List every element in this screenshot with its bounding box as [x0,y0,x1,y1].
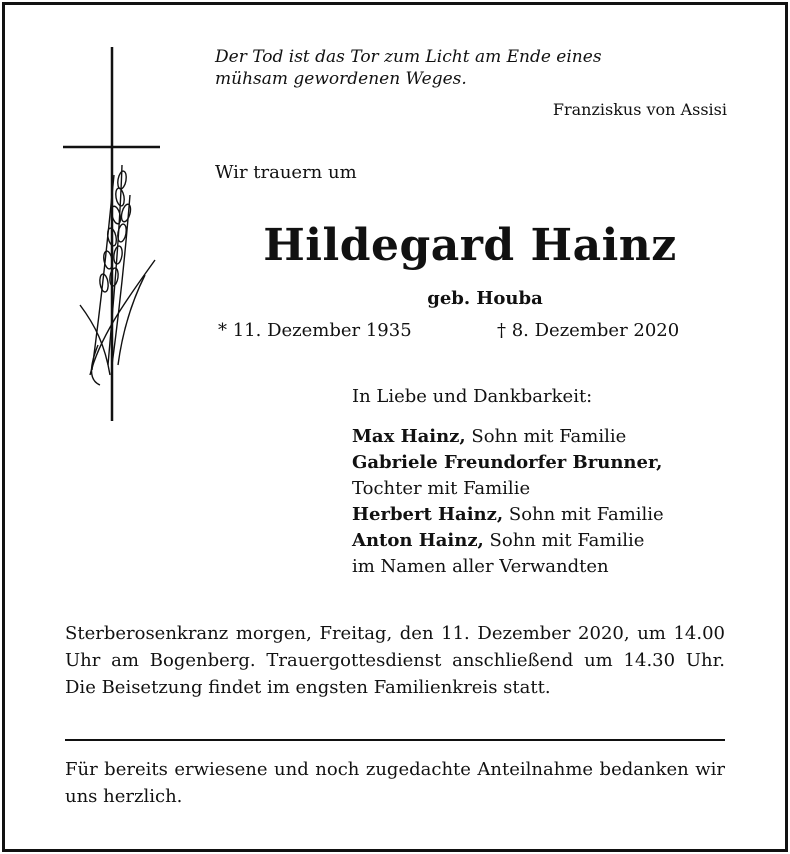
divider [65,739,725,741]
mourner-name: Herbert Hainz, [352,504,504,525]
mourner-line [352,502,664,528]
mourner-line [352,476,664,502]
mourners-list [352,424,664,580]
mourner-relation: Sohn mit Familie [503,504,664,525]
maiden-name: geb. Houba [427,288,543,309]
mourner-name: Gabriele Freundorfer Brunner, [352,452,663,473]
cross-with-wheat-icon [60,45,170,425]
quote-line-1: Der Tod ist das Tor zum Licht am Ende eines [215,47,602,67]
quote-author: Franziskus von Assisi [552,100,727,119]
rosary-announcement: Sterberosenkranz morgen, Freitag, den 11. Dezember 2020, um 14.00 Uhr am Bogenberg. Trauergottesdienst anschließend um 14.30 Uhr. Die Beisetzung findet im engsten Familienkreis statt. [65,623,725,698]
quote-line-2: mühsam gewordenen Weges. [215,69,467,89]
death-date: † 8. Dezember 2020 [497,320,680,341]
mourner-line [352,528,664,554]
mourner-name: Max Hainz, [352,426,466,447]
mourner-relation: Sohn mit Familie [465,426,627,447]
closing-thanks: Für bereits erwiesene und noch zugedachte Anteilnahme bedanken wir uns herzlich. [65,759,725,807]
birth-date: * 11. Dezember 1935 [218,320,412,341]
deceased-name: Hildegard Hainz [263,220,677,271]
mourner-line [352,424,664,450]
mourner-line [352,554,664,580]
mourner-name: Anton Hainz, [352,530,484,551]
mourner-relation: Tochter mit Familie [352,478,531,499]
mourner-line [352,450,664,476]
quote [215,46,735,90]
mourner-relation: Sohn mit Familie [483,530,645,551]
mourner-relation: im Namen aller Verwandten [352,556,609,577]
intro-text: Wir trauern um [215,162,357,183]
thanks-heading: In Liebe und Dankbarkeit: [352,386,593,407]
